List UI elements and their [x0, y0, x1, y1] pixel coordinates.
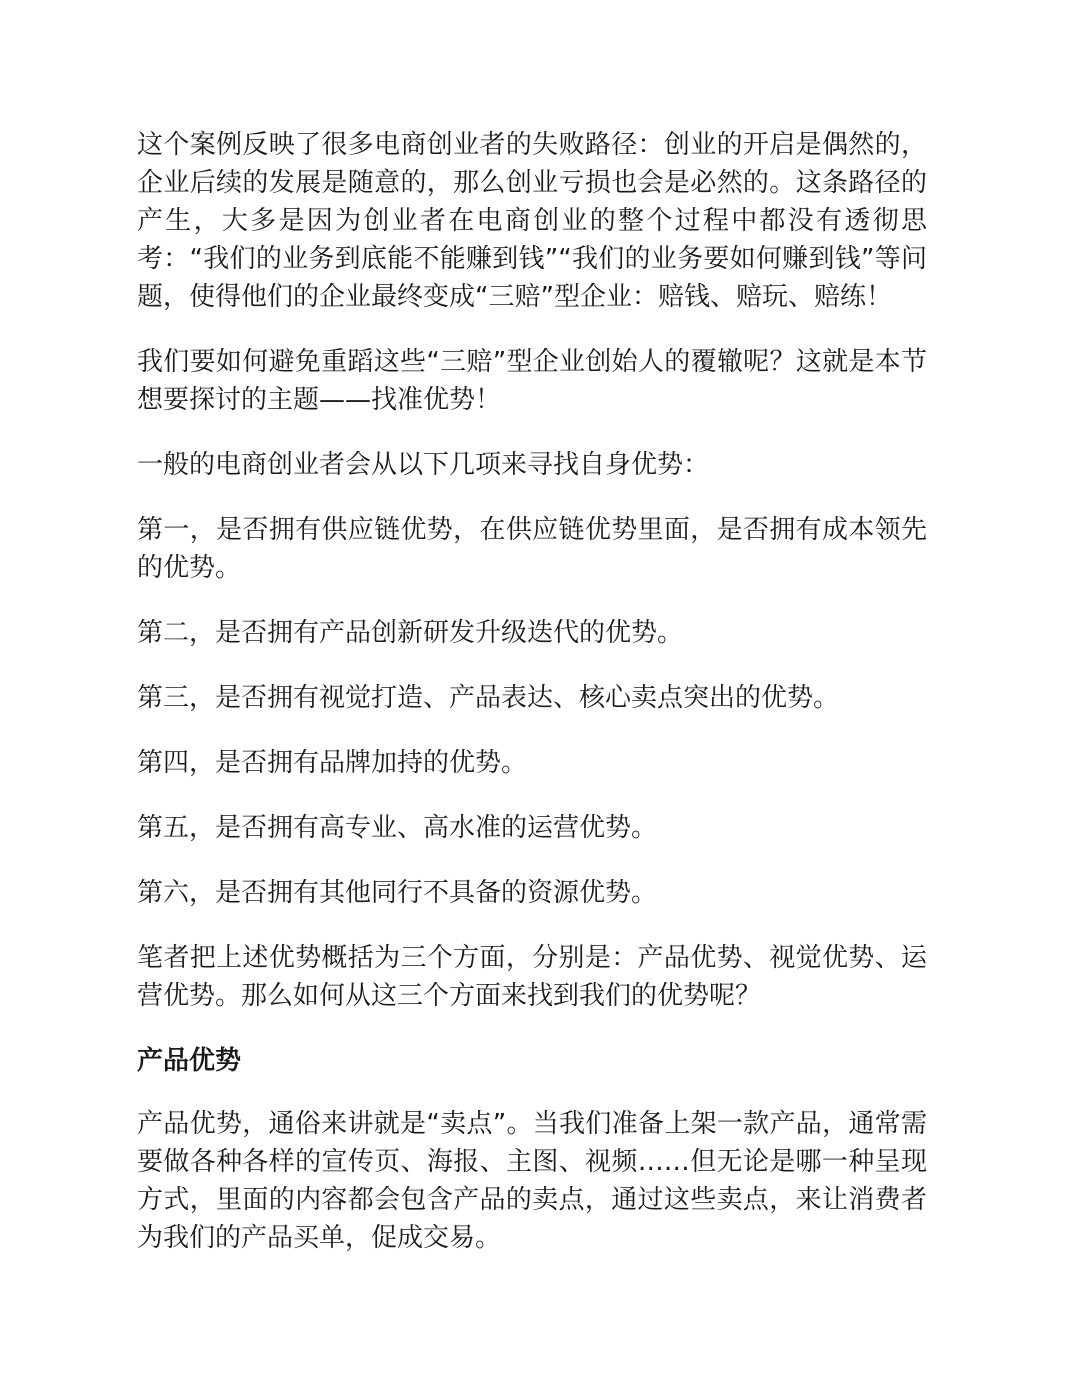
article-body — [137, 126, 927, 1284]
paragraph-advantage-intro: 一般的电商创业者会从以下几项来寻找自身优势： — [137, 450, 710, 480]
list-item-product-innovation: 第二，是否拥有产品创新研发升级迭代的优势。 — [137, 618, 684, 648]
list-item-visual: 第三，是否拥有视觉打造、产品表达、核心卖点突出的优势。 — [137, 683, 840, 713]
list-item-brand: 第四，是否拥有品牌加持的优势。 — [137, 748, 528, 778]
list-item-supply-chain: 第一，是否拥有供应链优势，在供应链优势里面，是否拥有成本领先的优势。 — [137, 515, 927, 583]
paragraph-avoid-mistakes: 我们要如何避免重蹈这些“三赔”型企业创始人的覆辙呢？这就是本节想要探讨的主题——找准优势！ — [137, 347, 927, 415]
paragraph-product-advantage: 产品优势，通俗来讲就是“卖点”。当我们准备上架一款产品，通常需要做各种各样的宣传页、海报、主图、视频……但无论是哪一种呈现方式，里面的内容都会包含产品的卖点，通过这些卖点，来让消费者为我们的产品买单，促成交易。 — [137, 1109, 927, 1253]
paragraph-summary: 笔者把上述优势概括为三个方面，分别是：产品优势、视觉优势、运营优势。那么如何从这三个方面来找到我们的优势呢？ — [137, 943, 927, 1011]
paragraph-failure-path: 这个案例反映了很多电商创业者的失败路径：创业的开启是偶然的，企业后续的发展是随意的，那么创业亏损也会是必然的。这条路径的产生，大多是因为创业者在电商创业的整个过程中都没有透彻思考：“我们的业务到底能不能赚到钱”“我们的业务要如何赚到钱”等问题，使得他们的企业最终变成“三赔”型企业：赔钱、赔玩、赔练！ — [137, 130, 927, 312]
list-item-resources: 第六，是否拥有其他同行不具备的资源优势。 — [137, 878, 658, 908]
list-item-operations: 第五，是否拥有高专业、高水准的运营优势。 — [137, 813, 658, 843]
section-heading: 产品优势 — [137, 1046, 242, 1076]
